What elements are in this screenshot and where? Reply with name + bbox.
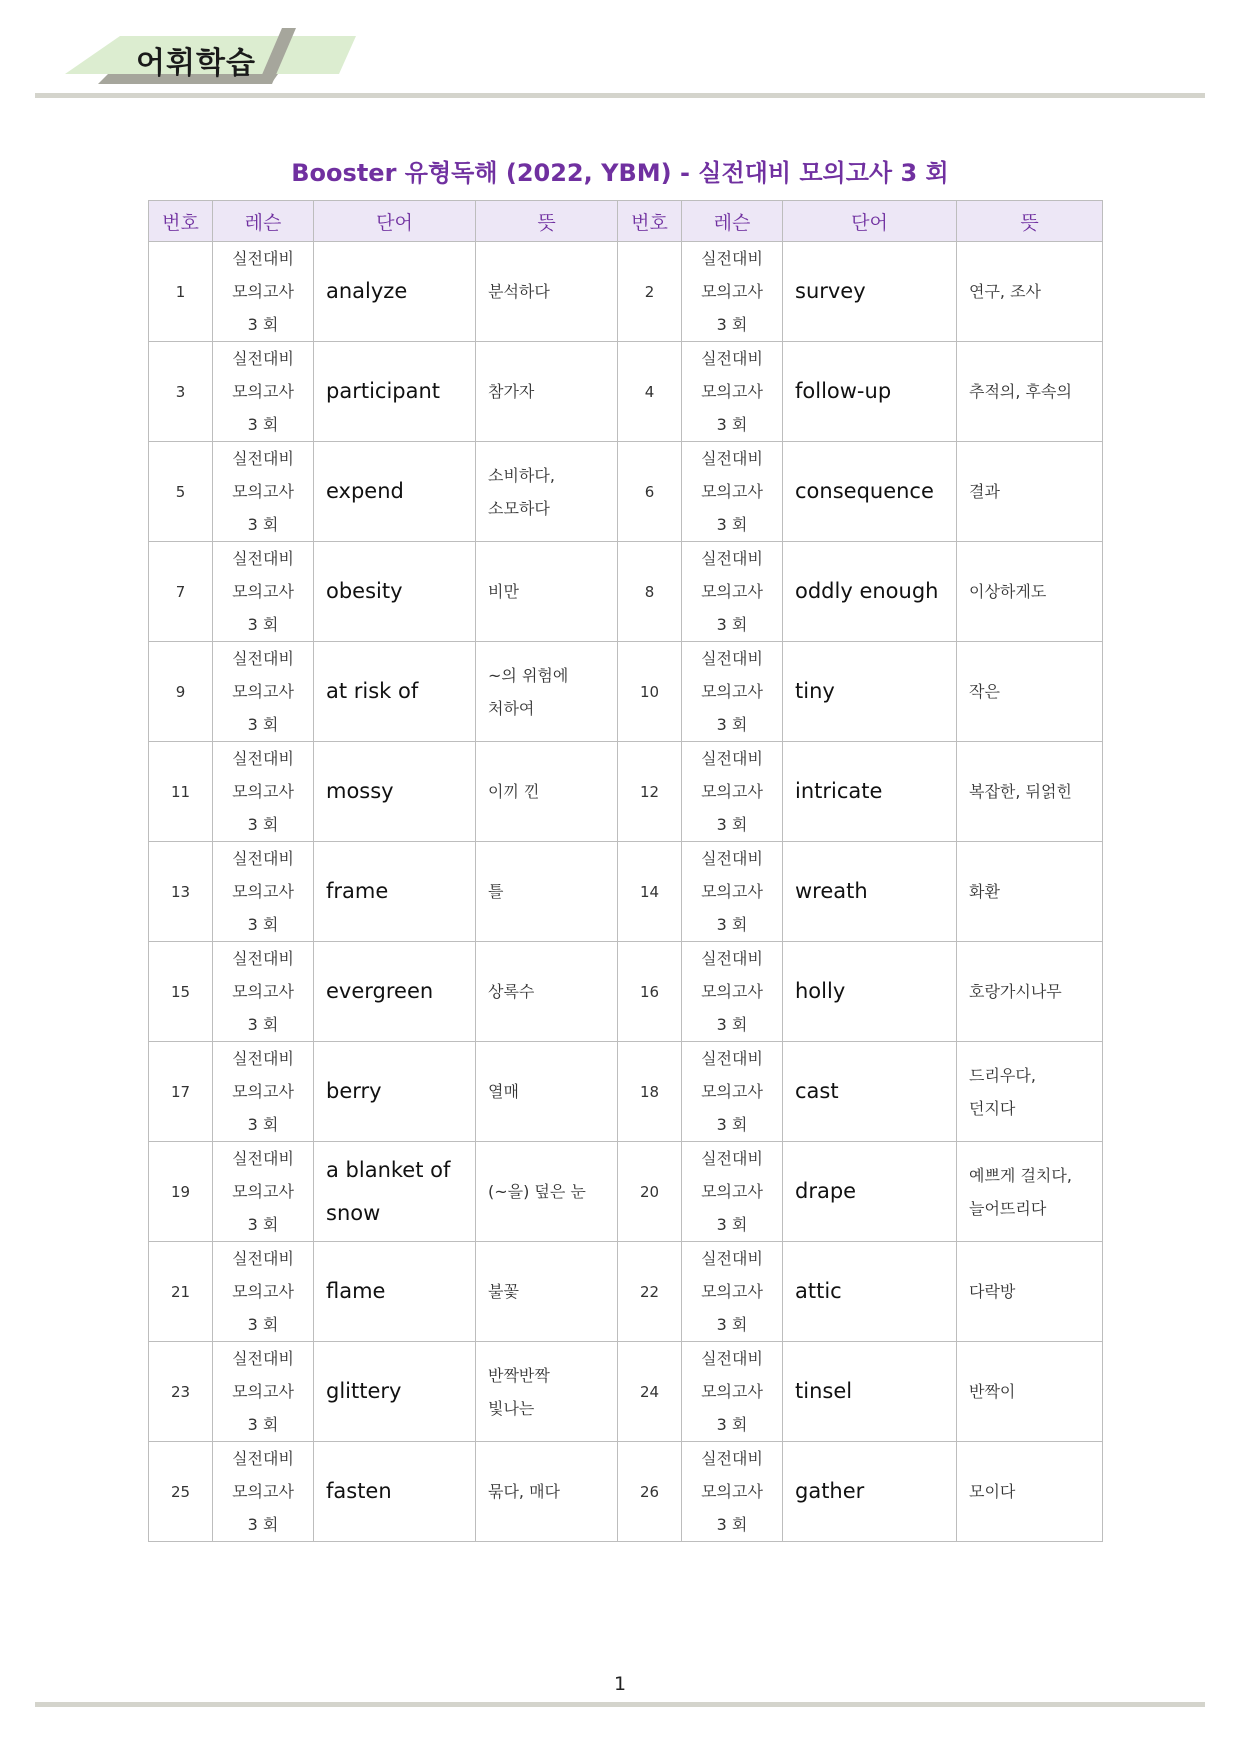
lesson-line: 모의고사 bbox=[232, 882, 294, 901]
entry-word bbox=[783, 942, 957, 1042]
entry-word bbox=[314, 742, 476, 842]
entry-word bbox=[314, 342, 476, 442]
word-line: gather bbox=[795, 1479, 865, 1503]
entry-meaning bbox=[957, 942, 1103, 1042]
lesson-line: 3 회 bbox=[716, 815, 748, 834]
word-line: tiny bbox=[795, 679, 835, 703]
table-row bbox=[149, 1442, 1103, 1542]
entry-lesson bbox=[213, 542, 314, 642]
table-row bbox=[149, 1142, 1103, 1242]
entry-word bbox=[783, 1342, 957, 1442]
word-line: at risk of bbox=[326, 679, 419, 703]
word-line: intricate bbox=[795, 779, 883, 803]
entry-lesson bbox=[682, 942, 783, 1042]
entry-meaning bbox=[957, 1042, 1103, 1142]
header-word: 단어 bbox=[783, 201, 957, 242]
meaning-line: 이상하게도 bbox=[969, 582, 1047, 601]
entry-lesson bbox=[213, 342, 314, 442]
table-row bbox=[149, 242, 1103, 342]
entry-word bbox=[783, 442, 957, 542]
entry-lesson bbox=[213, 842, 314, 942]
lesson-line: 실전대비 bbox=[701, 449, 763, 468]
word-line: berry bbox=[326, 1079, 382, 1103]
word-line: attic bbox=[795, 1279, 842, 1303]
entry-lesson bbox=[213, 1042, 314, 1142]
entry-number: 7 bbox=[149, 542, 213, 642]
entry-word bbox=[783, 1442, 957, 1542]
entry-meaning bbox=[957, 642, 1103, 742]
entry-number: 3 bbox=[149, 342, 213, 442]
entry-meaning bbox=[957, 542, 1103, 642]
meaning-line: 묶다, 매다 bbox=[488, 1482, 560, 1501]
entry-number: 4 bbox=[618, 342, 682, 442]
entry-number: 2 bbox=[618, 242, 682, 342]
entry-number: 9 bbox=[149, 642, 213, 742]
entry-meaning bbox=[476, 1342, 618, 1442]
entry-word bbox=[314, 1442, 476, 1542]
lesson-line: 실전대비 bbox=[701, 1249, 763, 1268]
entry-meaning bbox=[957, 242, 1103, 342]
entry-meaning bbox=[476, 742, 618, 842]
entry-word bbox=[783, 742, 957, 842]
meaning-line: 연구, 조사 bbox=[969, 282, 1041, 301]
entry-number: 11 bbox=[149, 742, 213, 842]
entry-word bbox=[783, 842, 957, 942]
table-row bbox=[149, 1242, 1103, 1342]
table-row bbox=[149, 842, 1103, 942]
word-line: oddly enough bbox=[795, 579, 939, 603]
lesson-line: 모의고사 bbox=[232, 1282, 294, 1301]
meaning-line: 예쁘게 걸치다, bbox=[969, 1165, 1072, 1185]
word-line: a blanket of bbox=[326, 1157, 451, 1182]
entry-meaning bbox=[476, 942, 618, 1042]
entry-number: 6 bbox=[618, 442, 682, 542]
document-title: Booster 유형독해 (2022, YBM) - 실전대비 모의고사 3 회 bbox=[291, 159, 949, 187]
header-word: 단어 bbox=[314, 201, 476, 242]
word-line: participant bbox=[326, 379, 441, 403]
word-line: consequence bbox=[795, 479, 934, 503]
entry-word bbox=[314, 642, 476, 742]
lesson-line: 실전대비 bbox=[232, 1449, 294, 1468]
lesson-line: 실전대비 bbox=[232, 1149, 294, 1168]
entry-number: 18 bbox=[618, 1042, 682, 1142]
entry-word bbox=[783, 242, 957, 342]
lesson-line: 3 회 bbox=[716, 1215, 748, 1234]
word-line: fasten bbox=[326, 1479, 392, 1503]
meaning-line: 불꽃 bbox=[488, 1282, 519, 1301]
table-row bbox=[149, 942, 1103, 1042]
lesson-line: 실전대비 bbox=[701, 1149, 763, 1168]
header-number: 번호 bbox=[149, 201, 213, 242]
header-number: 번호 bbox=[618, 201, 682, 242]
meaning-line: 반짝이 bbox=[969, 1382, 1016, 1401]
entry-lesson bbox=[682, 442, 783, 542]
lesson-line: 모의고사 bbox=[701, 582, 763, 601]
word-line: mossy bbox=[326, 779, 394, 803]
entry-meaning bbox=[476, 1442, 618, 1542]
word-line: wreath bbox=[795, 879, 868, 903]
lesson-line: 모의고사 bbox=[232, 1082, 294, 1101]
entry-lesson bbox=[213, 1442, 314, 1542]
lesson-line: 모의고사 bbox=[232, 982, 294, 1001]
entry-number: 5 bbox=[149, 442, 213, 542]
entry-word bbox=[314, 842, 476, 942]
entry-meaning bbox=[476, 842, 618, 942]
header-lesson: 레슨 bbox=[213, 201, 314, 242]
lesson-line: 3 회 bbox=[247, 415, 279, 434]
meaning-line: 처하여 bbox=[488, 698, 535, 718]
meaning-line: 던지다 bbox=[969, 1098, 1016, 1118]
entry-number: 14 bbox=[618, 842, 682, 942]
lesson-line: 3 회 bbox=[716, 1515, 748, 1534]
lesson-line: 모의고사 bbox=[701, 482, 763, 501]
lesson-line: 실전대비 bbox=[701, 649, 763, 668]
bottom-rule bbox=[35, 1702, 1205, 1707]
meaning-line: 복잡한, 뒤얽힌 bbox=[969, 782, 1072, 801]
entry-lesson bbox=[213, 1142, 314, 1242]
lesson-line: 실전대비 bbox=[232, 1049, 294, 1068]
entry-meaning bbox=[476, 1042, 618, 1142]
lesson-line: 모의고사 bbox=[701, 982, 763, 1001]
entry-lesson bbox=[682, 1042, 783, 1142]
meaning-line: 소비하다, bbox=[488, 465, 555, 485]
meaning-line: 모이다 bbox=[969, 1482, 1016, 1501]
meaning-line: 분석하다 bbox=[488, 282, 550, 301]
entry-lesson bbox=[213, 642, 314, 742]
lesson-line: 3 회 bbox=[247, 1015, 279, 1034]
meaning-line: 비만 bbox=[488, 582, 519, 601]
entry-lesson bbox=[682, 542, 783, 642]
entry-number: 26 bbox=[618, 1442, 682, 1542]
entry-word bbox=[783, 642, 957, 742]
entry-lesson bbox=[682, 1342, 783, 1442]
lesson-line: 실전대비 bbox=[701, 549, 763, 568]
lesson-line: 모의고사 bbox=[232, 1182, 294, 1201]
meaning-line: 다락방 bbox=[969, 1282, 1016, 1301]
entry-word bbox=[783, 542, 957, 642]
lesson-line: 3 회 bbox=[247, 615, 279, 634]
entry-lesson bbox=[682, 1142, 783, 1242]
lesson-line: 모의고사 bbox=[701, 1182, 763, 1201]
entry-meaning bbox=[476, 342, 618, 442]
word-line: analyze bbox=[326, 279, 408, 303]
entry-number: 17 bbox=[149, 1042, 213, 1142]
lesson-line: 실전대비 bbox=[232, 1249, 294, 1268]
meaning-line: 소모하다 bbox=[488, 498, 550, 518]
header-lesson: 레슨 bbox=[682, 201, 783, 242]
lesson-line: 3 회 bbox=[247, 1515, 279, 1534]
meaning-line: 화환 bbox=[969, 882, 1000, 901]
entry-meaning bbox=[957, 1442, 1103, 1542]
lesson-line: 모의고사 bbox=[701, 1282, 763, 1301]
word-line: survey bbox=[795, 279, 866, 303]
lesson-line: 3 회 bbox=[247, 515, 279, 534]
word-line: glittery bbox=[326, 1379, 402, 1403]
word-line: snow bbox=[326, 1200, 381, 1225]
lesson-line: 모의고사 bbox=[232, 1382, 294, 1401]
meaning-line: 작은 bbox=[969, 682, 1000, 701]
meaning-line: ~의 위험에 bbox=[488, 665, 569, 685]
entry-lesson bbox=[682, 842, 783, 942]
meaning-line: 늘어뜨리다 bbox=[969, 1198, 1047, 1218]
meaning-line: 빛나는 bbox=[488, 1398, 535, 1418]
word-line: cast bbox=[795, 1079, 839, 1103]
lesson-line: 모의고사 bbox=[701, 282, 763, 301]
lesson-line: 3 회 bbox=[247, 815, 279, 834]
entry-word bbox=[314, 1342, 476, 1442]
word-line: flame bbox=[326, 1279, 386, 1303]
entry-lesson bbox=[213, 742, 314, 842]
lesson-line: 실전대비 bbox=[232, 349, 294, 368]
lesson-line: 모의고사 bbox=[232, 682, 294, 701]
meaning-line: (~을) 덮은 눈 bbox=[488, 1182, 586, 1201]
lesson-line: 3 회 bbox=[716, 1415, 748, 1434]
lesson-line: 모의고사 bbox=[701, 682, 763, 701]
lesson-line: 실전대비 bbox=[232, 549, 294, 568]
lesson-line: 3 회 bbox=[247, 915, 279, 934]
entry-word bbox=[314, 1142, 476, 1242]
entry-meaning bbox=[957, 1142, 1103, 1242]
lesson-line: 실전대비 bbox=[232, 649, 294, 668]
entry-number: 10 bbox=[618, 642, 682, 742]
entry-word bbox=[314, 942, 476, 1042]
meaning-line: 참가자 bbox=[488, 382, 535, 401]
entry-lesson bbox=[213, 242, 314, 342]
entry-number: 13 bbox=[149, 842, 213, 942]
lesson-line: 모의고사 bbox=[232, 482, 294, 501]
word-line: frame bbox=[326, 879, 389, 903]
entry-number: 1 bbox=[149, 242, 213, 342]
entry-meaning bbox=[476, 442, 618, 542]
entry-meaning bbox=[476, 1142, 618, 1242]
entry-meaning bbox=[957, 742, 1103, 842]
table-row bbox=[149, 642, 1103, 742]
lesson-line: 3 회 bbox=[247, 715, 279, 734]
lesson-line: 모의고사 bbox=[232, 382, 294, 401]
table-row bbox=[149, 542, 1103, 642]
entry-meaning bbox=[957, 842, 1103, 942]
word-line: follow-up bbox=[795, 379, 892, 403]
lesson-line: 실전대비 bbox=[701, 1449, 763, 1468]
lesson-line: 3 회 bbox=[716, 415, 748, 434]
table-row bbox=[149, 342, 1103, 442]
header-title: 어휘학습 bbox=[136, 46, 256, 81]
lesson-line: 모의고사 bbox=[232, 1482, 294, 1501]
lesson-line: 3 회 bbox=[716, 1115, 748, 1134]
entry-number: 23 bbox=[149, 1342, 213, 1442]
entry-number: 21 bbox=[149, 1242, 213, 1342]
lesson-line: 실전대비 bbox=[232, 449, 294, 468]
lesson-line: 3 회 bbox=[247, 315, 279, 334]
entry-number: 8 bbox=[618, 542, 682, 642]
entry-number: 19 bbox=[149, 1142, 213, 1242]
entry-meaning bbox=[476, 1242, 618, 1342]
table-row bbox=[149, 742, 1103, 842]
lesson-line: 모의고사 bbox=[701, 1082, 763, 1101]
vocabulary-table bbox=[148, 200, 1103, 1542]
entry-word bbox=[314, 1242, 476, 1342]
entry-word bbox=[783, 1142, 957, 1242]
lesson-line: 모의고사 bbox=[701, 382, 763, 401]
entry-word bbox=[314, 242, 476, 342]
entry-meaning bbox=[957, 1242, 1103, 1342]
lesson-line: 실전대비 bbox=[232, 949, 294, 968]
lesson-line: 실전대비 bbox=[701, 249, 763, 268]
lesson-line: 모의고사 bbox=[232, 282, 294, 301]
word-line: obesity bbox=[326, 579, 403, 603]
entry-number: 22 bbox=[618, 1242, 682, 1342]
lesson-line: 3 회 bbox=[716, 1015, 748, 1034]
lesson-line: 모의고사 bbox=[701, 1382, 763, 1401]
entry-lesson bbox=[682, 642, 783, 742]
entry-lesson bbox=[213, 942, 314, 1042]
lesson-line: 모의고사 bbox=[701, 782, 763, 801]
word-line: drape bbox=[795, 1179, 857, 1203]
entry-lesson bbox=[682, 1242, 783, 1342]
lesson-line: 모의고사 bbox=[701, 882, 763, 901]
meaning-line: 틀 bbox=[488, 882, 504, 901]
word-line: evergreen bbox=[326, 979, 434, 1003]
entry-number: 20 bbox=[618, 1142, 682, 1242]
entry-word bbox=[314, 542, 476, 642]
meaning-line: 호랑가시나무 bbox=[969, 982, 1062, 1001]
meaning-line: 드리우다, bbox=[969, 1065, 1036, 1085]
entry-meaning bbox=[476, 242, 618, 342]
entry-number: 15 bbox=[149, 942, 213, 1042]
entry-lesson bbox=[213, 1242, 314, 1342]
meaning-line: 추적의, 후속의 bbox=[969, 382, 1072, 401]
entry-lesson bbox=[682, 742, 783, 842]
table-header-row bbox=[149, 201, 1103, 242]
word-line: tinsel bbox=[795, 1379, 853, 1403]
lesson-line: 실전대비 bbox=[701, 349, 763, 368]
entry-number: 16 bbox=[618, 942, 682, 1042]
entry-lesson bbox=[682, 1442, 783, 1542]
lesson-line: 3 회 bbox=[716, 715, 748, 734]
entry-number: 12 bbox=[618, 742, 682, 842]
lesson-line: 3 회 bbox=[247, 1415, 279, 1434]
lesson-line: 모의고사 bbox=[701, 1482, 763, 1501]
lesson-line: 실전대비 bbox=[701, 1049, 763, 1068]
word-line: expend bbox=[326, 479, 404, 503]
word-line: holly bbox=[795, 979, 846, 1003]
entry-word bbox=[314, 1042, 476, 1142]
lesson-line: 실전대비 bbox=[701, 749, 763, 768]
lesson-line: 실전대비 bbox=[232, 849, 294, 868]
lesson-line: 3 회 bbox=[716, 315, 748, 334]
header-meaning: 뜻 bbox=[476, 201, 618, 242]
entry-meaning bbox=[476, 642, 618, 742]
entry-word bbox=[783, 1042, 957, 1142]
entry-word bbox=[314, 442, 476, 542]
meaning-line: 반짝반짝 bbox=[488, 1365, 550, 1385]
lesson-line: 3 회 bbox=[247, 1115, 279, 1134]
entry-number: 24 bbox=[618, 1342, 682, 1442]
table-row bbox=[149, 1042, 1103, 1142]
lesson-line: 실전대비 bbox=[232, 249, 294, 268]
entry-number: 25 bbox=[149, 1442, 213, 1542]
lesson-line: 모의고사 bbox=[232, 782, 294, 801]
lesson-line: 실전대비 bbox=[701, 1349, 763, 1368]
lesson-line: 3 회 bbox=[716, 615, 748, 634]
lesson-line: 모의고사 bbox=[232, 582, 294, 601]
entry-lesson bbox=[682, 242, 783, 342]
lesson-line: 3 회 bbox=[716, 915, 748, 934]
table-row bbox=[149, 1342, 1103, 1442]
entry-meaning bbox=[476, 542, 618, 642]
lesson-line: 3 회 bbox=[247, 1315, 279, 1334]
entry-lesson bbox=[682, 342, 783, 442]
lesson-line: 실전대비 bbox=[701, 949, 763, 968]
table-row bbox=[149, 442, 1103, 542]
entry-meaning bbox=[957, 442, 1103, 542]
lesson-line: 3 회 bbox=[716, 1315, 748, 1334]
entry-word bbox=[783, 1242, 957, 1342]
entry-lesson bbox=[213, 442, 314, 542]
meaning-line: 열매 bbox=[488, 1082, 519, 1101]
entry-meaning bbox=[957, 342, 1103, 442]
top-rule bbox=[35, 93, 1205, 98]
entry-lesson bbox=[213, 1342, 314, 1442]
entry-word bbox=[783, 342, 957, 442]
lesson-line: 실전대비 bbox=[232, 749, 294, 768]
lesson-line: 실전대비 bbox=[701, 849, 763, 868]
lesson-line: 실전대비 bbox=[232, 1349, 294, 1368]
lesson-line: 3 회 bbox=[247, 1215, 279, 1234]
entry-meaning bbox=[957, 1342, 1103, 1442]
meaning-line: 결과 bbox=[969, 482, 1000, 501]
meaning-line: 상록수 bbox=[488, 982, 535, 1001]
meaning-line: 이끼 낀 bbox=[488, 782, 540, 801]
lesson-line: 3 회 bbox=[716, 515, 748, 534]
page-number: 1 bbox=[613, 1673, 627, 1695]
header-meaning: 뜻 bbox=[957, 201, 1103, 242]
